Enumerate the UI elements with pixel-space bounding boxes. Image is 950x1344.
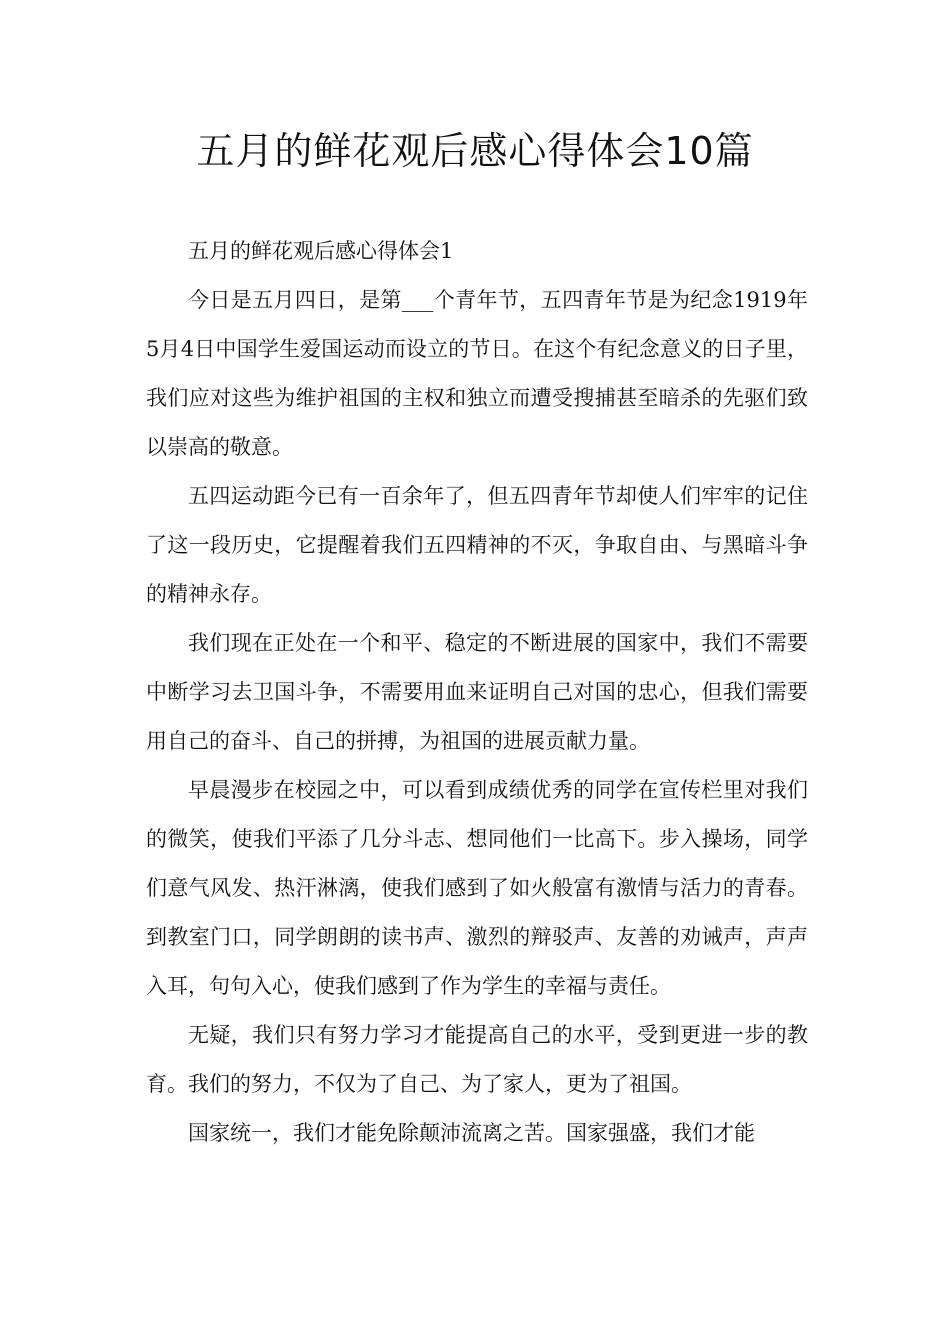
paragraph-3: 我们现在正处在一个和平、稳定的不断进展的国家中，我们不需要中断学习去卫国斗争，不需要用血来证明自己对国的忠心，但我们需要用自己的奋斗、自己的拼搏，为祖国的进展贡献力量。: [146, 631, 808, 753]
section-heading: 五月的鲜花观后感心得体会1: [188, 239, 454, 263]
document-body: [146, 227, 808, 1158]
paragraph-6: 国家统一，我们才能免除颠沛流离之苦。国家强盛，我们才能: [188, 1121, 755, 1145]
paragraph-5: 无疑，我们只有努力学习才能提高自己的水平，受到更进一步的教育。我们的努力，不仅为了自己、为了家人，更为了祖国。: [146, 1023, 808, 1096]
paragraph-1: 今日是五月四日，是第___个青年节，五四青年节是为纪念1919年5月4日中国学生爱国运动而设立的节日。在这个有纪念意义的日子里，我们应对这些为维护祖国的主权和独立而遭受搜捕甚至暗杀的先驱们致以崇高的敬意。: [146, 288, 808, 459]
paragraph-4: 早晨漫步在校园之中，可以看到成绩优秀的同学在宣传栏里对我们的微笑，使我们平添了几分斗志、想同他们一比高下。步入操场，同学们意气风发、热汗淋漓，使我们感到了如火般富有激情与活力的青春。到教室门口，同学朗朗的读书声、激烈的辩驳声、友善的劝诫声，声声入耳，句句入心，使我们感到了作为学生的幸福与责任。: [146, 778, 808, 998]
document-title: 五月的鲜花观后感心得体会10篇: [196, 129, 754, 173]
paragraph-2: 五四运动距今已有一百余年了，但五四青年节却使人们牢牢的记住了这一段历史，它提醒着我们五四精神的不灭，争取自由、与黑暗斗争的精神永存。: [146, 484, 808, 606]
